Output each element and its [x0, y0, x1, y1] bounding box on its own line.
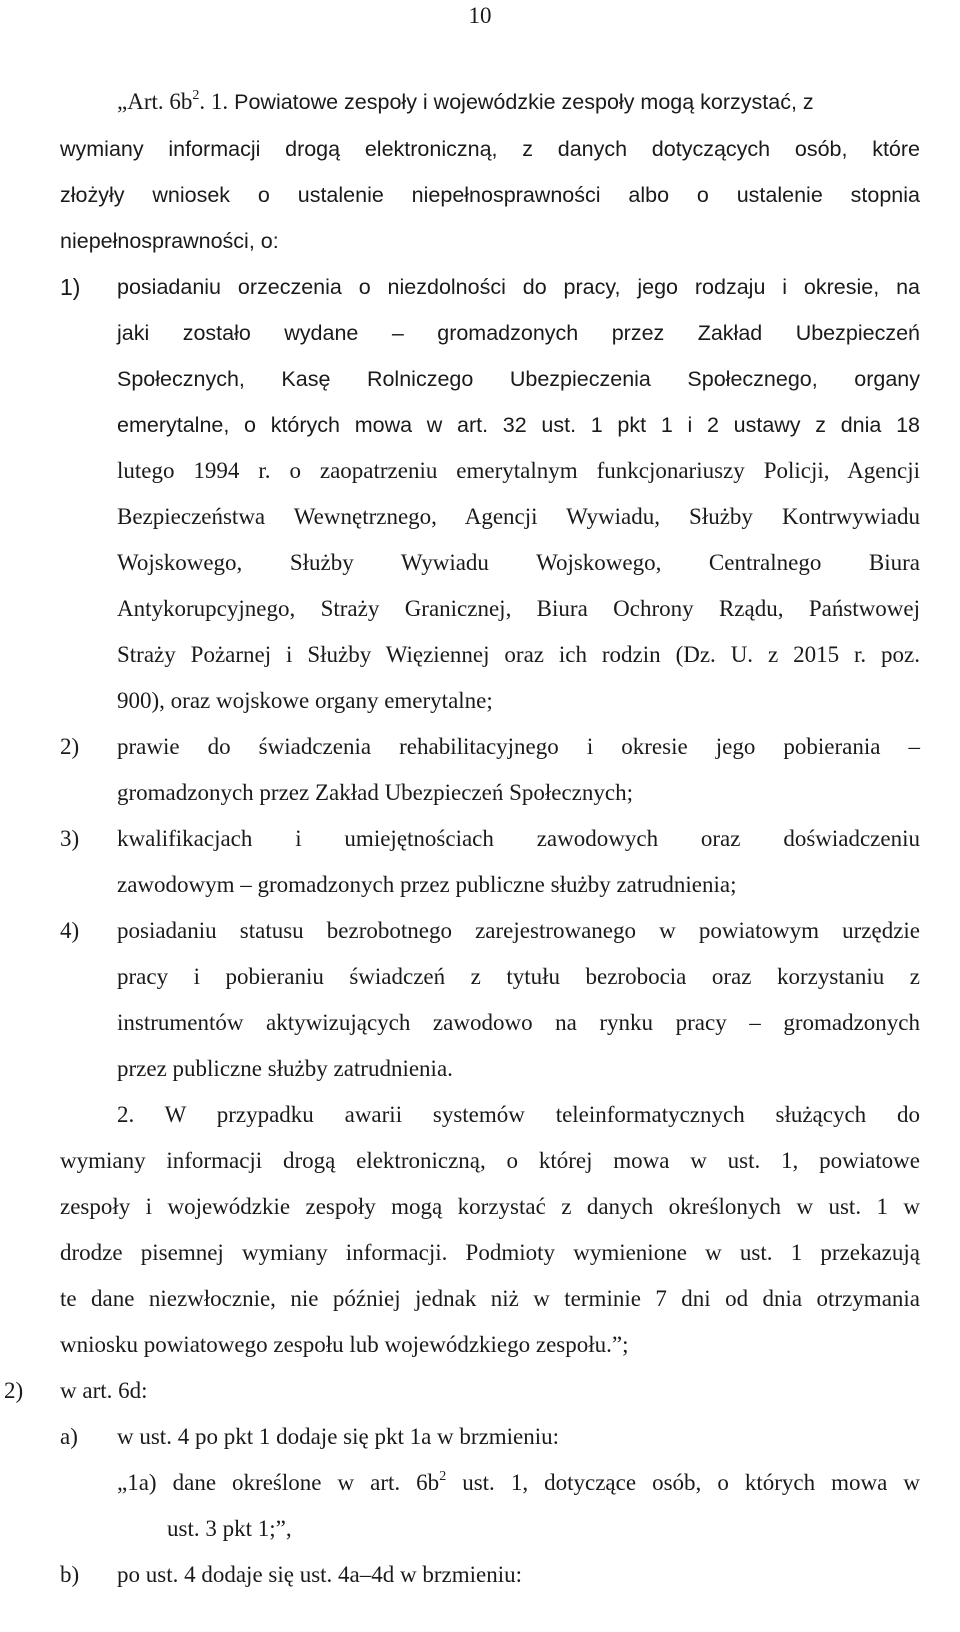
- intro-text: Powiatowe zespoły i wojewódzkie zespoły mogą korzystać, z: [228, 90, 814, 114]
- point-1-line: Antykorupcyjnego, Straży Granicznej, Biura Ochrony Rządu, Państwowej: [117, 596, 920, 621]
- point-label: 1): [60, 274, 81, 300]
- paragraph-number: . 1.: [199, 89, 229, 114]
- article-number: Art. 6b: [127, 89, 193, 114]
- point-1-line: posiadaniu orzeczenia o niezdolności do pracy, jego rodzaju i okresie, na: [117, 275, 920, 299]
- ust-2-line: te dane niezwłocznie, nie później jednak niż w terminie 7 dni od dnia otrzymania: [60, 1286, 920, 1311]
- point-1-line: lutego 1994 r. o zaopatrzeniu emerytalnym funkcjonariuszy Policji, Agencji: [117, 458, 920, 483]
- art-6b2-ust1-line-2: wymiany informacji drogą elektroniczną, z danych dotyczących osób, które: [60, 137, 920, 161]
- point-1-line: Społecznych, Kasę Rolniczego Ubezpieczenia Społecznego, organy: [117, 367, 920, 391]
- point-4-line: pracy i pobieraniu świadczeń z tytułu bezrobocia oraz korzystaniu z: [117, 964, 920, 989]
- letter-label: b): [60, 1562, 80, 1587]
- point-label: 4): [60, 918, 80, 943]
- point-1-line: Wojskowego, Służby Wywiadu Wojskowego, Centralnego Biura: [117, 550, 920, 575]
- ust-2-line: drodze pisemnej wymiany informacji. Podmioty wymienione w ust. 1 przekazują: [60, 1240, 920, 1265]
- quote-open: „: [117, 89, 128, 114]
- point-1-line: Bezpieczeństwa Wewnętrznego, Agencji Wywiadu, Służby Kontrwywiadu: [117, 504, 920, 529]
- point-2-line: gromadzonych przez Zakład Ubezpieczeń Społecznych;: [117, 780, 633, 805]
- letter-b-text: po ust. 4 dodaje się ust. 4a–4d w brzmieniu:: [117, 1562, 522, 1587]
- page-number: 10: [468, 3, 492, 28]
- point-1-line: 900), oraz wojskowe organy emerytalne;: [117, 688, 493, 713]
- ust-2-line: 2. W przypadku awarii systemów teleinformatycznych służących do: [117, 1102, 920, 1127]
- point-label: 2): [60, 734, 80, 759]
- art-6b2-ust1-line-1: [117, 88, 917, 116]
- point-3-line: zawodowym – gromadzonych przez publiczne służby zatrudnienia;: [117, 872, 737, 897]
- point-1-line: emerytalne, o których mowa w art. 32 ust. 1 pkt 1 i 2 ustawy z dnia 18: [117, 413, 920, 437]
- point-4-line: instrumentów aktywizujących zawodowo na rynku pracy – gromadzonych: [117, 1010, 920, 1035]
- point-1-line: Straży Pożarnej i Służby Więziennej oraz ich rodzin (Dz. U. z 2015 r. poz.: [117, 642, 920, 667]
- ust-2-line: zespoły i wojewódzkie zespoły mogą korzystać z danych określonych w ust. 1 w: [60, 1194, 920, 1219]
- quoted-point-1a-line-1: [117, 1469, 920, 1497]
- quoted-text-pre: „1a) dane określone w art. 6b: [117, 1470, 440, 1495]
- point-1-line: jaki zostało wydane – gromadzonych przez Zakład Ubezpieczeń: [117, 321, 920, 345]
- art-6b2-ust1-line-4: niepełnosprawności, o:: [60, 229, 279, 253]
- art-6b2-ust1-line-3: złożyły wniosek o ustalenie niepełnosprawności albo o ustalenie stopnia: [60, 183, 920, 207]
- letter-label: a): [60, 1424, 78, 1449]
- ust-2-line: wymiany informacji drogą elektroniczną, o której mowa w ust. 1, powiatowe: [60, 1148, 920, 1173]
- point-4-line: przez publiczne służby zatrudnienia.: [117, 1056, 453, 1081]
- article-superscript: 2: [192, 88, 200, 104]
- amendment-point-label: 2): [4, 1378, 24, 1403]
- article-superscript: 2: [439, 1469, 447, 1485]
- quoted-text-post: ust. 1, dotyczące osób, o których mowa w: [446, 1470, 920, 1495]
- point-label: 3): [60, 826, 80, 851]
- amendment-point-text: w art. 6d:: [60, 1378, 148, 1403]
- point-4-line: posiadaniu statusu bezrobotnego zarejestrowanego w powiatowym urzędzie: [117, 918, 920, 943]
- ust-2-line: wniosku powiatowego zespołu lub wojewódzkiego zespołu.”;: [60, 1332, 629, 1357]
- quoted-point-1a-line-2: ust. 3 pkt 1;”,: [167, 1516, 292, 1541]
- point-2-line: prawie do świadczenia rehabilitacyjnego i okresie jego pobierania –: [117, 734, 920, 759]
- letter-a-text: [117, 1423, 559, 1451]
- letter-a-text-content: w ust. 4 po pkt 1 dodaje się pkt 1a w brzmieniu:: [117, 1424, 560, 1449]
- point-3-line: kwalifikacjach i umiejętnościach zawodowych oraz doświadczeniu: [117, 826, 920, 851]
